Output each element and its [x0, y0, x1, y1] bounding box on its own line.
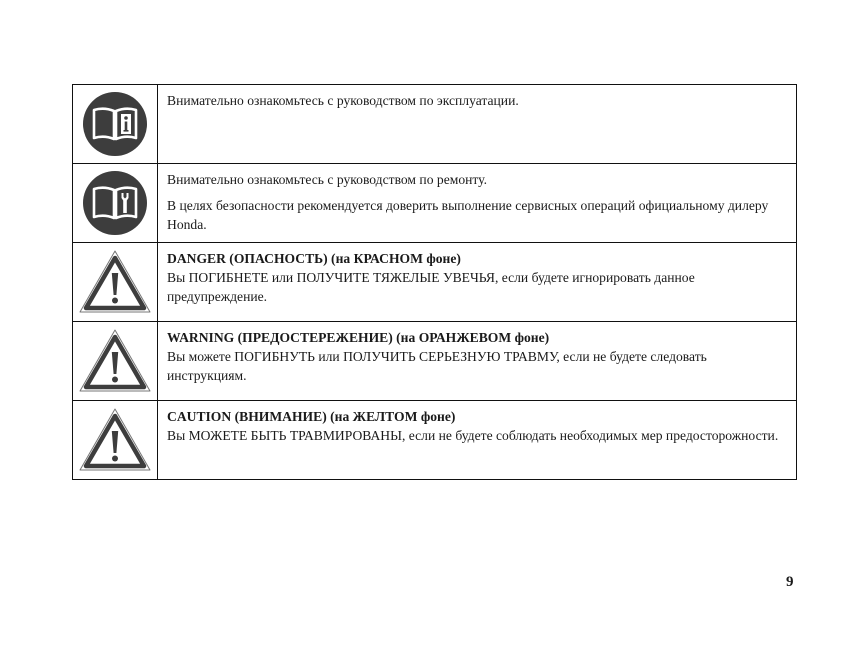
caution-heading: CAUTION (ВНИМАНИЕ) (на ЖЕЛТОМ фоне)	[167, 409, 456, 424]
text-cell	[158, 85, 797, 164]
page-number: 9	[786, 574, 794, 590]
icon-cell	[73, 401, 158, 480]
read-service-manual-icon	[82, 170, 148, 236]
table-row	[73, 243, 797, 322]
text-cell	[158, 322, 797, 401]
warning-description: Вы можете ПОГИБНУТЬ или ПОЛУЧИТЬ СЕРЬЕЗНУЮ ТРАВМУ, если не будете следовать инструкциям.	[167, 349, 707, 383]
icon-cell	[73, 164, 158, 243]
text-cell	[158, 243, 797, 322]
warning-triangle-icon	[78, 407, 152, 473]
icon-cell	[73, 85, 158, 164]
warning-triangle-icon	[78, 249, 152, 315]
danger-description: Вы ПОГИБНЕТЕ или ПОЛУЧИТЕ ТЯЖЕЛЫЕ УВЕЧЬЯ, если будете игнорировать данное предупреждение.	[167, 270, 695, 304]
instruction-text: В целях безопасности рекомендуется доверить выполнение сервисных операций официальному дилеру Honda.	[167, 198, 769, 232]
table-row	[73, 85, 797, 164]
warning-triangle-icon	[78, 328, 152, 394]
table-row	[73, 401, 797, 480]
instruction-text: Внимательно ознакомьтесь с руководством по эксплуатации.	[167, 93, 519, 108]
table-row	[73, 322, 797, 401]
instruction-text: Внимательно ознакомьтесь с руководством по ремонту.	[167, 172, 488, 187]
read-operators-manual-icon	[82, 91, 148, 157]
text-cell	[158, 401, 797, 480]
table-row	[73, 164, 797, 243]
danger-heading: DANGER (ОПАСНОСТЬ) (на КРАСНОМ фоне)	[167, 251, 461, 266]
safety-symbols-table	[72, 84, 797, 480]
warning-heading: WARNING (ПРЕДОСТЕРЕЖЕНИЕ) (на ОРАНЖЕВОМ фоне)	[167, 330, 550, 345]
caution-description: Вы МОЖЕТЕ БЫТЬ ТРАВМИРОВАНЫ, если не будете соблюдать необходимых мер предосторожности.	[167, 428, 779, 443]
text-cell	[158, 164, 797, 243]
icon-cell	[73, 322, 158, 401]
icon-cell	[73, 243, 158, 322]
